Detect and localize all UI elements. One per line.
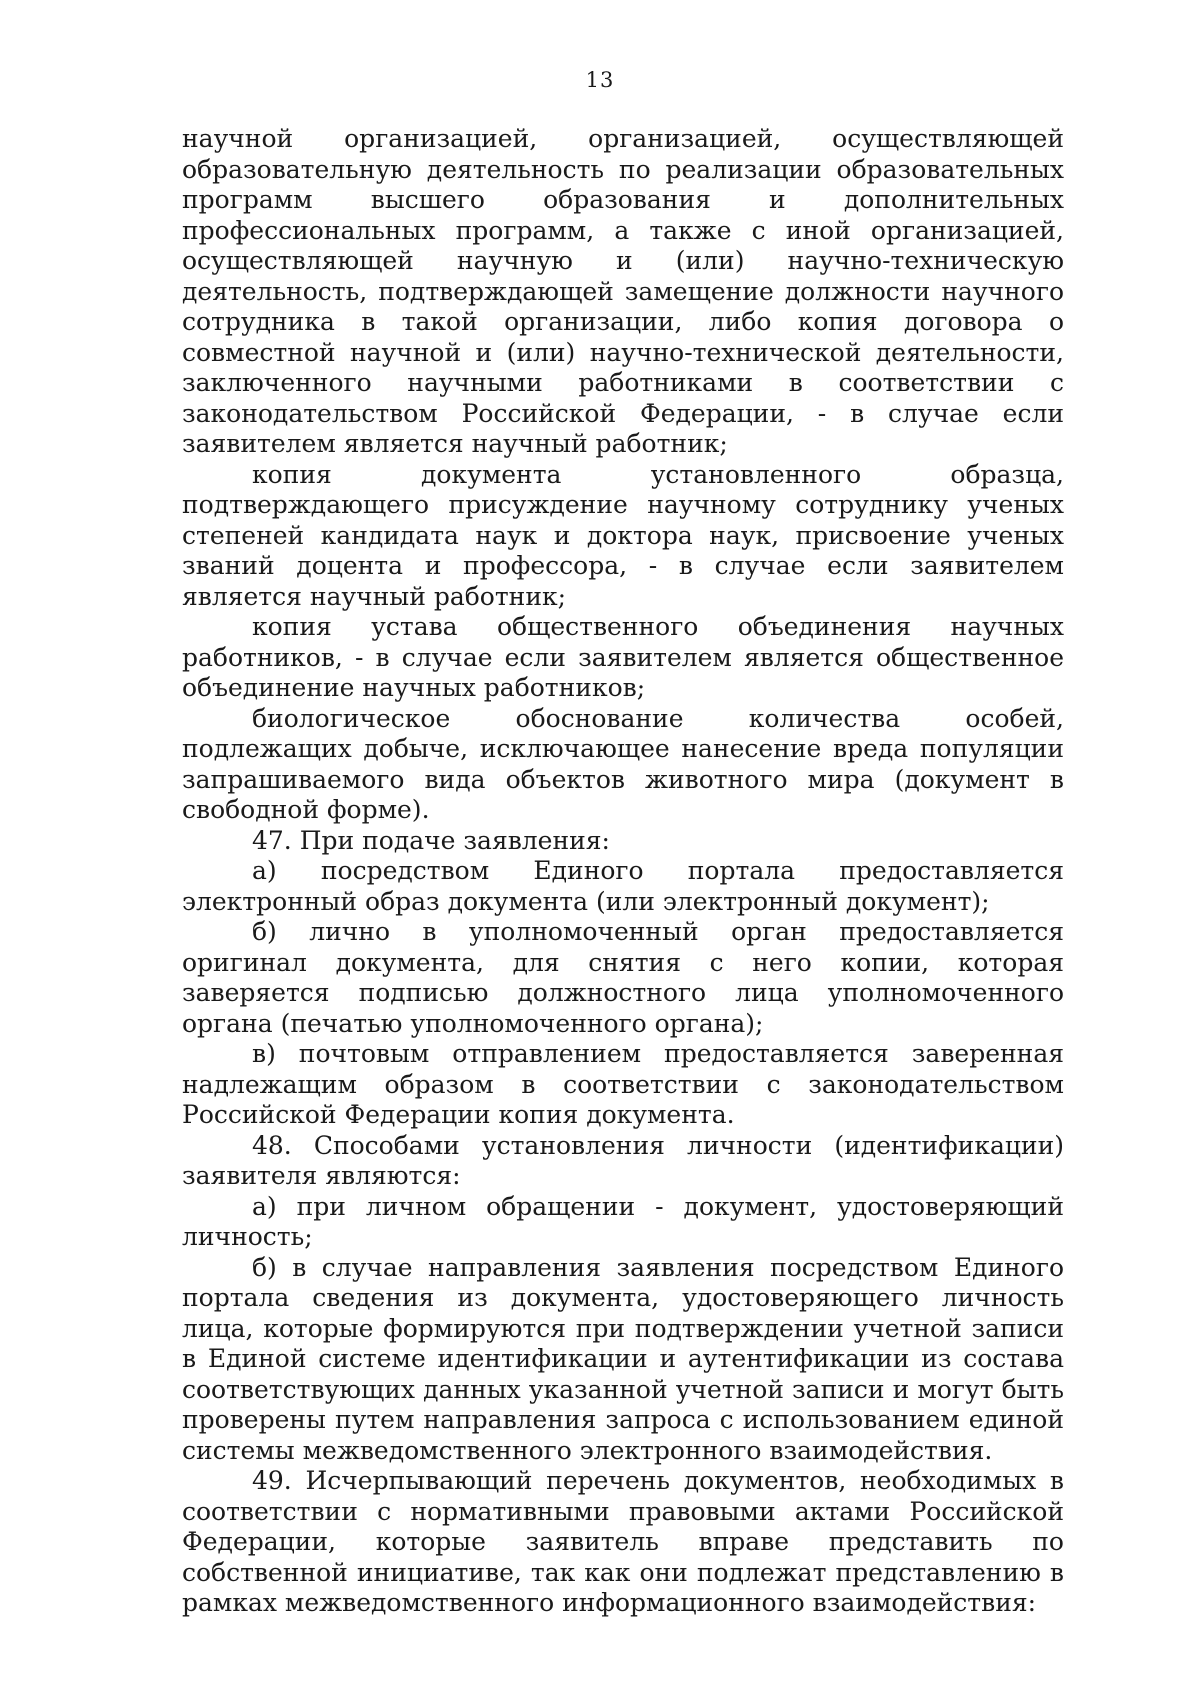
paragraph-48: 48. Способами установления личности (идентификации) заявителя являются: — [182, 1130, 1064, 1190]
paragraph-47: 47. При подаче заявления: — [252, 825, 610, 855]
page-number: 13 — [585, 68, 615, 92]
paragraph-48-a: а) при личном обращении - документ, удостоверяющий личность; — [182, 1191, 1064, 1251]
paragraph-charter-copy: копия устава общественного объединения научных работников, - в случае если заявителем является общественное объединение научных работников; — [182, 612, 1064, 702]
paragraph-47-a: а) посредством Единого портала предоставляется электронный образ документа (или электронный документ); — [182, 856, 1064, 916]
document-body — [182, 124, 1064, 1619]
paragraph-biological-justification: биологическое обоснование количества особей, подлежащих добыче, исключающее нанесение вреда популяции запрашиваемого вида объектов животного мира (документ в свободной форме). — [182, 703, 1064, 824]
paragraph-48-b: б) в случае направления заявления посредством Единого портала сведения из документа, удостоверяющего личность лица, которые формируются при подтверждении учетной записи в Единой системе идентификации и аутентификации из состава соответствующих данных указанной учетной записи и могут быть проверены путем направления запроса с использованием единой системы межведомственного электронного взаимодействия. — [182, 1252, 1064, 1465]
paragraph-47-b: б) лично в уполномоченный орган предоставляется оригинал документа, для снятия с него копии, которая заверяется подписью должностного лица уполномоченного органа (печатью уполномоченного органа); — [182, 917, 1064, 1038]
paragraph-47-v: в) почтовым отправлением предоставляется заверенная надлежащим образом в соответствии с законодательством Российской Федерации копия документа. — [182, 1039, 1064, 1129]
paragraph-continuation: научной организацией, организацией, осуществляющей образовательную деятельность по реализации образовательных программ высшего образования и дополнительных профессиональных программ, а также с иной организацией, осуществляющей научную и (или) научно-техническую деятельность, подтверждающей замещение должности научного сотрудника в такой организации, либо копия договора о совместной научной и (или) научно-технической деятельности, заключенного научными работниками в соответствии с законодательством Российской Федерации, - в случае если заявителем является научный работник; — [182, 124, 1064, 458]
paragraph-49: 49. Исчерпывающий перечень документов, необходимых в соответствии с нормативными правовыми актами Российской Федерации, которые заявитель вправе представить по собственной инициативе, так как они подлежат представлению в рамках межведомственного информационного взаимодействия: — [182, 1466, 1064, 1617]
paragraph-degree-copy: копия документа установленного образца, подтверждающего присуждение научному сотруднику ученых степеней кандидата наук и доктора наук, присвоение ученых званий доцента и профессора, - в случае если заявителем является научный работник; — [182, 459, 1064, 611]
